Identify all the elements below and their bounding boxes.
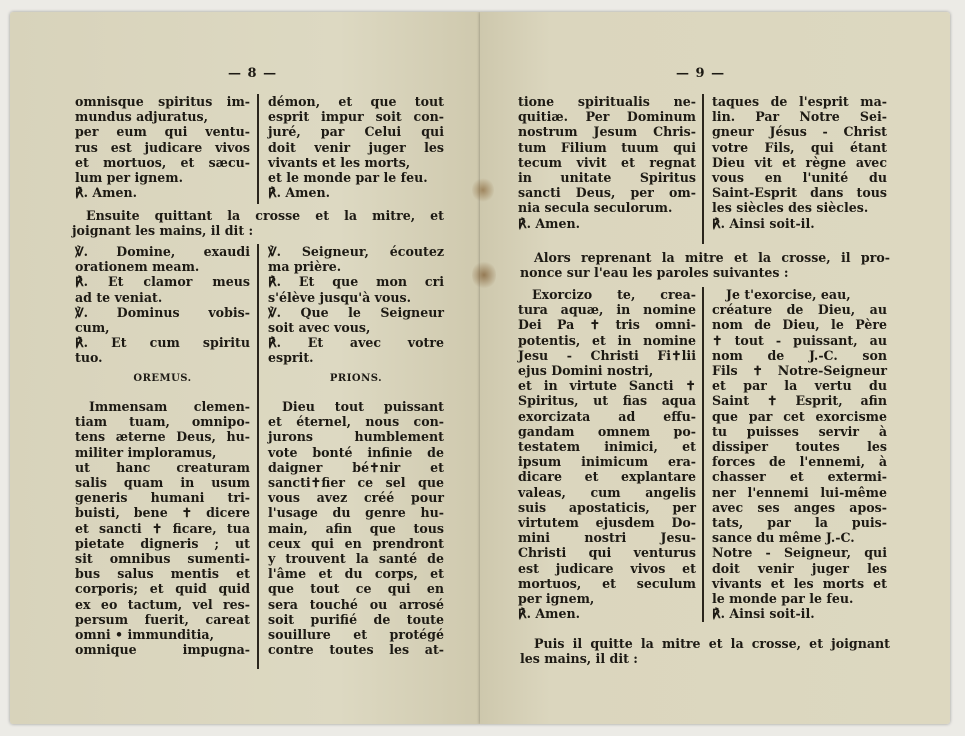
text-line: Jesu - Christi Fi✝lii	[518, 347, 696, 363]
text-line: Puis il quitte la mitre et la crosse, et joignant	[534, 636, 890, 651]
heading-oremus: OREMUS.	[133, 373, 192, 384]
text-line: Dieu tout puissant	[282, 399, 444, 414]
text-line: omnisque spiritus im-	[75, 94, 250, 109]
text-line: sance du même J.-C.	[712, 530, 855, 546]
text-line: les siècles des siècles.	[712, 200, 869, 216]
text-line: bus salus mentis et	[75, 566, 250, 582]
text-line: dissiper toutes les	[712, 439, 887, 455]
text-line: et sancti ✝ ficare, tua	[75, 520, 250, 536]
text-line: Je t'exorcise, eau,	[726, 287, 851, 302]
text-line: Exorcizo te, crea-	[532, 287, 696, 302]
text-line: y trouvent la santé de	[268, 551, 444, 567]
text-line: l'âme et du corps, et	[268, 566, 444, 582]
french-column-versicles	[268, 244, 444, 366]
text-line: contre toutes les at-	[268, 642, 444, 658]
text-line: lin. Par Notre Sei-	[712, 109, 887, 125]
text-line: Christi qui venturus	[518, 545, 696, 561]
text-line: gandam omnem po-	[518, 423, 696, 439]
text-line: avec ses anges apos-	[712, 499, 887, 515]
rubric-alors	[520, 250, 890, 280]
text-line: potentis, et in nomine	[518, 332, 696, 348]
text-line: tura aquæ, in nomine	[518, 302, 696, 318]
text-line: taques de l'esprit ma-	[712, 94, 887, 109]
text-line: militer imploramus,	[75, 444, 217, 460]
text-line: et in virtute Sancti ✝	[518, 378, 696, 394]
text-line: esprit.	[268, 350, 314, 366]
text-line: ℟. Amen.	[268, 185, 331, 201]
text-line: juré, par Celui qui	[268, 124, 444, 140]
text-line: démon, et que tout	[268, 94, 444, 109]
text-line: ut hanc creaturam	[75, 459, 250, 475]
text-line: vous avez créé pour	[268, 490, 444, 506]
french-exorcism	[712, 287, 887, 621]
text-line: tione spiritualis ne-	[518, 94, 696, 109]
text-line: ipsum inimicum era-	[518, 454, 696, 470]
latin-column-top	[75, 94, 250, 200]
text-line: Alors reprenant la mitre et la crosse, il pro-	[534, 250, 890, 265]
text-line: per ignem,	[518, 591, 595, 607]
text-line: tum Filium tuum qui	[518, 139, 696, 155]
text-line: tats, par la puis-	[712, 515, 887, 531]
page-number-right: — 9 —	[676, 66, 726, 81]
text-line: dicare et explantare	[518, 469, 696, 485]
text-line: sancti✝fier ce sel que	[268, 475, 444, 491]
text-line: tiam tuam, omnipo-	[75, 414, 250, 430]
text-line: esprit impur soit con-	[268, 109, 444, 125]
text-line: corporis; et quid quid	[75, 581, 250, 597]
text-line: chasser et extermi-	[712, 469, 887, 485]
text-line: exorcizata ad effu-	[518, 408, 696, 424]
text-line: ✝ tout - puissant, au	[712, 332, 887, 348]
text-line: vous en l'unité du	[712, 170, 887, 186]
text-line: ℟. Amen.	[518, 215, 581, 231]
text-line: buisti, bene ✝ dicere	[75, 505, 250, 521]
text-line: sit omnibus sumenti-	[75, 551, 250, 567]
text-line: souillure et protégé	[268, 627, 444, 643]
text-line: orationem meam.	[75, 259, 200, 275]
text-line: et le monde par le feu.	[268, 170, 428, 186]
column-divider	[702, 287, 704, 622]
text-line: ℟. Amen.	[518, 606, 581, 622]
text-line: suis apostaticis, per	[518, 499, 696, 515]
text-line: ma prière.	[268, 259, 342, 275]
text-line: doit venir juger les	[268, 139, 444, 155]
page-stain	[472, 260, 496, 290]
text-line: mortuos, et seculum	[518, 575, 696, 591]
open-booklet	[10, 12, 950, 724]
text-line: ℣. Dominus vobis-	[75, 304, 250, 320]
text-line: et éternel, nous con-	[268, 414, 444, 430]
text-line: tuo.	[75, 350, 103, 366]
page-stain	[472, 177, 494, 203]
text-line: ℣. Seigneur, écoutez	[268, 244, 444, 259]
heading-prions: PRIONS.	[329, 373, 383, 384]
text-line: ℟. Et clamor meus	[75, 274, 250, 290]
text-line: est judicare vivos et	[518, 560, 696, 576]
text-line: main, afin que tous	[268, 520, 444, 536]
text-line: quitiæ. Per Dominum	[518, 109, 696, 125]
text-line: virtutem ejusdem Do-	[518, 515, 696, 531]
text-line: ceux qui en prendront	[268, 535, 444, 551]
text-line: omni • immunditia,	[75, 627, 214, 643]
french-column-top	[268, 94, 444, 200]
text-line: votre Fils, qui étant	[712, 139, 887, 155]
text-line: ℟. Et cum spiritu	[75, 335, 250, 351]
text-line: ℣. Domine, exaudi	[75, 244, 250, 259]
rubric-puis	[520, 636, 890, 666]
text-line: Fils ✝ Notre-Seigneur	[712, 363, 887, 379]
text-line: tecum vivit et regnat	[518, 154, 696, 170]
text-line: Immensam clemen-	[89, 399, 250, 414]
text-line: créature de Dieu, au	[712, 302, 887, 318]
text-line: nom de J.-C. son	[712, 347, 887, 363]
text-line: s'élève jusqu'à vous.	[268, 289, 411, 305]
column-divider	[257, 244, 259, 669]
text-line: vivants et les morts et	[712, 575, 887, 591]
text-line: valeas, cum angelis	[518, 484, 696, 500]
text-line: doit venir juger les	[712, 560, 887, 576]
text-line: Dei Pa ✝ tris omni-	[518, 317, 696, 333]
left-page	[10, 12, 480, 724]
text-line: ejus Domini nostri,	[518, 363, 654, 379]
text-line: Dieu vit et règne avec	[712, 154, 887, 170]
text-line: lum per ignem.	[75, 170, 183, 186]
text-line: et par la vertu du	[712, 378, 887, 394]
text-line: Spiritus, ut fias aqua	[518, 393, 696, 409]
text-line: per eum qui ventu-	[75, 124, 250, 140]
text-line: que tout ce qui en	[268, 581, 444, 597]
text-line: nostrum Jesum Chris-	[518, 124, 696, 140]
text-line: vivants et les morts,	[268, 154, 411, 170]
text-line: soit purifié de toute	[268, 611, 444, 627]
text-line: Saint-Esprit dans tous	[712, 185, 887, 201]
text-line: ner l'ennemi lui-même	[712, 484, 887, 500]
text-line: ℟. Ainsi soit-il.	[712, 606, 815, 622]
text-line: cum,	[75, 320, 110, 336]
text-line: pietate digneris ; ut	[75, 535, 250, 551]
text-line: tens æterne Deus, hu-	[75, 429, 250, 445]
latin-column-versicles	[75, 244, 250, 366]
text-line: les mains, il dit :	[520, 651, 638, 667]
latin-exorcism	[518, 287, 696, 621]
text-line: nonce sur l'eau les paroles suivantes :	[520, 265, 789, 281]
rubric-ensuite	[72, 208, 444, 238]
text-line: testatem inimici, et	[518, 439, 696, 455]
french-column-top	[712, 94, 887, 231]
page-number-left: — 8 —	[228, 66, 278, 81]
french-prayer	[268, 399, 444, 657]
text-line: vote bonté infinie de	[268, 444, 444, 460]
text-line: ad te veniat.	[75, 289, 163, 305]
text-line: ℟. Ainsi soit-il.	[712, 215, 815, 231]
text-line: nia secula seculorum.	[518, 200, 673, 216]
text-line: in unitate Spiritus	[518, 170, 696, 186]
text-line: daigner bé✝nir et	[268, 459, 444, 475]
text-line: le monde par le feu.	[712, 591, 854, 607]
text-line: ℟. Et que mon cri	[268, 274, 444, 290]
text-line: que par cet exorcisme	[712, 408, 887, 424]
column-divider	[702, 94, 704, 244]
text-line: ℣. Que le Seigneur	[268, 304, 444, 320]
text-line: omnique impugna-	[75, 642, 250, 658]
text-line: sancti Deus, per om-	[518, 185, 696, 201]
text-line: l'usage du genre hu-	[268, 505, 444, 521]
text-line: Saint ✝ Esprit, afin	[712, 393, 887, 409]
text-line: ℟. Et avec votre	[268, 335, 444, 351]
latin-column-top	[518, 94, 696, 231]
text-line: nom de Dieu, le Père	[712, 317, 887, 333]
text-line: ℟. Amen.	[75, 185, 138, 201]
text-line: gneur Jésus - Christ	[712, 124, 887, 140]
text-line: joignant les mains, il dit :	[72, 223, 254, 239]
text-line: Ensuite quittant la crosse et la mitre, et	[86, 208, 444, 223]
text-line: salis quam in usum	[75, 475, 250, 491]
text-line: Notre - Seigneur, qui	[712, 545, 887, 561]
text-line: mini nostri Jesu-	[518, 530, 696, 546]
text-line: mundus adjuratus,	[75, 109, 208, 125]
text-line: soit avec vous,	[268, 320, 371, 336]
text-line: jurons humblement	[268, 429, 444, 445]
text-line: generis humani tri-	[75, 490, 250, 506]
text-line: et mortuos, et sæcu-	[75, 154, 250, 170]
column-divider	[257, 94, 259, 204]
text-line: forces de l'ennemi, à	[712, 454, 887, 470]
text-line: tu puisses servir à	[712, 423, 887, 439]
text-line: rus est judicare vivos	[75, 139, 250, 155]
text-line: ex eo tactum, vel res-	[75, 596, 250, 612]
text-line: persum fuerit, careat	[75, 611, 250, 627]
right-page	[480, 12, 950, 724]
text-line: sera touché ou arrosé	[268, 596, 444, 612]
latin-prayer	[75, 399, 250, 657]
